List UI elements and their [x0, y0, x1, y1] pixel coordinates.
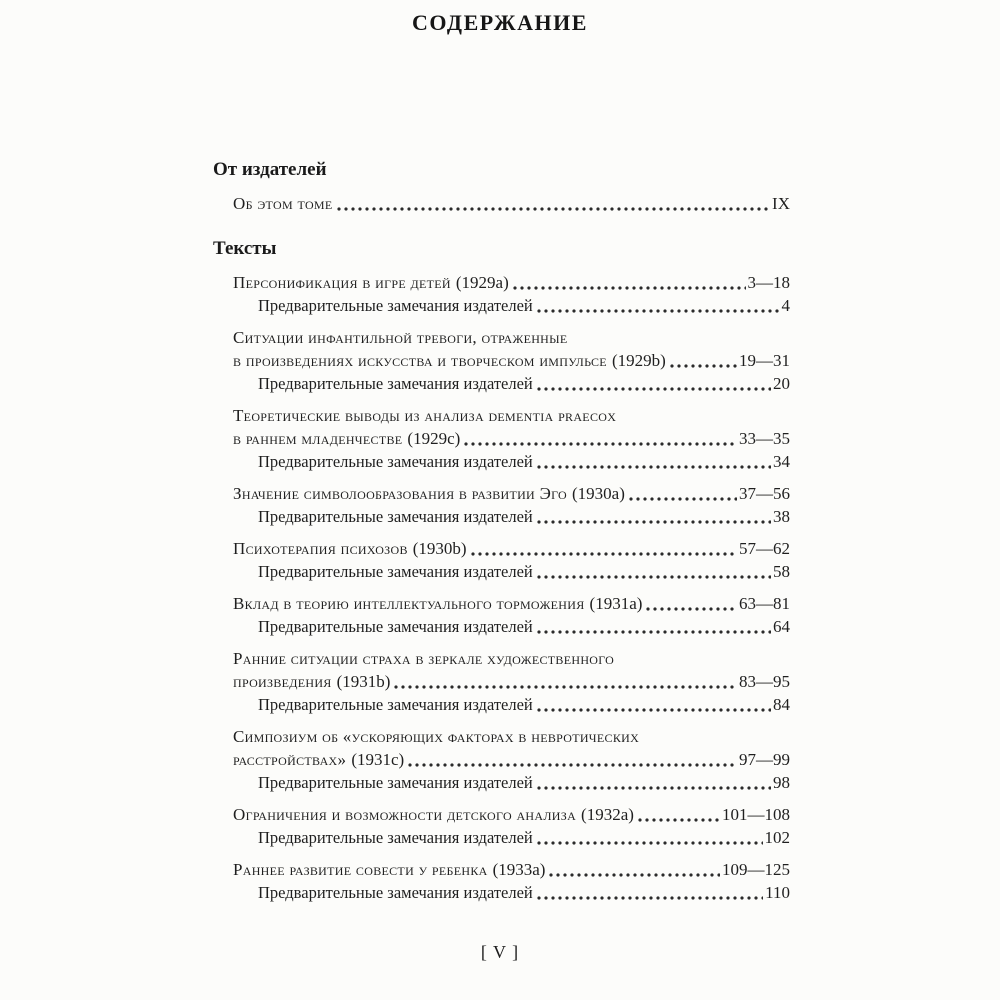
entry-title-text: Теоретические выводы из анализа dementia praecox [233, 406, 617, 425]
note-page-number: 38 [773, 507, 790, 526]
entry-title-row [213, 670, 790, 693]
toc-entry [213, 482, 790, 528]
toc-entries [213, 271, 790, 904]
toc-entry [213, 725, 790, 794]
note-page-number: 4 [781, 296, 790, 315]
entry-title-row [213, 326, 790, 349]
entry-title-row [213, 725, 790, 748]
editor-note-row [213, 615, 790, 638]
entry-year-label: (1931b) [336, 672, 391, 691]
note-page-number: 84 [773, 695, 790, 714]
entry-page-range: 33—35 [739, 429, 790, 448]
page-title: СОДЕРЖАНИЕ [412, 10, 588, 35]
entry-page-range: 101—108 [722, 805, 790, 824]
entry-title-row [213, 803, 790, 826]
note-page-number: 98 [773, 773, 790, 792]
entry-title-text: Психотерапия психозов [233, 539, 408, 558]
editor-note-text: Предварительные замечания издателей [258, 562, 533, 581]
editor-note-text: Предварительные замечания издателей [258, 296, 533, 315]
dot-leader [533, 771, 773, 794]
entry-title-text: Вклад в теорию интеллектуального торможения [233, 594, 585, 613]
editor-note-row [213, 881, 790, 904]
entry-title-text: в раннем младенчестве [233, 429, 403, 448]
editor-note-row [213, 450, 790, 473]
editor-note-row [213, 505, 790, 528]
editor-note-row [213, 294, 790, 317]
entry-page-range: 57—62 [739, 539, 790, 558]
note-page-number: 110 [765, 883, 790, 902]
dot-leader [467, 537, 739, 560]
entry-title-text: Персонификация в игре детей [233, 273, 451, 292]
editor-note-text: Предварительные замечания издателей [258, 452, 533, 471]
entry-page-range: 83—95 [739, 672, 790, 691]
entry-title-row [213, 271, 790, 294]
editor-note-text: Предварительные замечания издателей [258, 374, 533, 393]
dot-leader [666, 349, 739, 372]
dot-leader [533, 826, 765, 849]
toc-entry [213, 592, 790, 638]
dot-leader [460, 427, 739, 450]
entry-page-range: 97—99 [739, 750, 790, 769]
entry-title-row [213, 748, 790, 771]
entry-title-text: Ранние ситуации страха в зеркале художественного [233, 649, 615, 668]
editor-note-row [213, 771, 790, 794]
dot-leader [533, 294, 782, 317]
entry-title-text: Раннее развитие совести у ребенка [233, 860, 488, 879]
footer-page-number: [ V ] [480, 942, 520, 962]
dot-leader [509, 271, 748, 294]
entry-title-row [213, 404, 790, 427]
entry-title-text: расстройствах» [233, 750, 347, 769]
entry-page-range: 37—56 [739, 484, 790, 503]
entry-page-range: 63—81 [739, 594, 790, 613]
toc-entry-text: Об этом томе [233, 194, 333, 213]
dot-leader [533, 615, 773, 638]
dot-leader [533, 450, 773, 473]
entry-year-label: (1929b) [611, 351, 666, 370]
entry-title-text: Значение символообразования в развитии Эго [233, 484, 568, 503]
note-page-number: 102 [764, 828, 790, 847]
dot-leader [533, 693, 773, 716]
entry-page-range: 3—18 [747, 273, 790, 292]
entry-title-row [213, 537, 790, 560]
dot-leader [533, 372, 773, 395]
dot-leader [533, 560, 773, 583]
page-number: IX [772, 194, 790, 213]
entry-title-text: Ситуации инфантильной тревоги, отраженные [233, 328, 568, 347]
table-of-contents [213, 158, 790, 904]
dot-leader [404, 748, 739, 771]
entry-year-label: (1933a) [492, 860, 546, 879]
editor-note-text: Предварительные замечания издателей [258, 883, 533, 902]
toc-entry [213, 326, 790, 395]
toc-entry [213, 537, 790, 583]
entry-page-range: 109—125 [722, 860, 790, 879]
entry-title-row [213, 858, 790, 881]
toc-entry [213, 271, 790, 317]
dot-leader [333, 192, 773, 215]
editor-note-row [213, 693, 790, 716]
entry-year-label: (1931a) [589, 594, 643, 613]
editor-note-text: Предварительные замечания издателей [258, 507, 533, 526]
editor-note-row [213, 826, 790, 849]
editor-note-row [213, 560, 790, 583]
entry-title-text: в произведениях искусства и творческом импульсе [233, 351, 607, 370]
editor-note-text: Предварительные замечания издателей [258, 828, 533, 847]
toc-entry [213, 858, 790, 904]
toc-entry [213, 803, 790, 849]
dot-leader [634, 803, 722, 826]
section-heading-publishers: От издателей [213, 159, 327, 180]
entry-year-label: (1930a) [572, 484, 625, 503]
section-heading-texts: Тексты [213, 238, 277, 259]
toc-row-about-volume [213, 192, 790, 215]
note-page-number: 34 [773, 452, 790, 471]
entry-year-label: (1930b) [412, 539, 467, 558]
entry-page-range: 19—31 [739, 351, 790, 370]
entry-title-text: Симпозиум об «ускоряющих факторах в невротических [233, 727, 640, 746]
note-page-number: 20 [773, 374, 790, 393]
toc-entry [213, 647, 790, 716]
entry-title-text: Ограничения и возможности детского анализа [233, 805, 577, 824]
dot-leader [545, 858, 722, 881]
entry-year-label: (1931c) [351, 750, 405, 769]
editor-note-row [213, 372, 790, 395]
dot-leader [625, 482, 739, 505]
entry-title-text: произведения [233, 672, 332, 691]
dot-leader [390, 670, 739, 693]
toc-entry [213, 404, 790, 473]
editor-note-text: Предварительные замечания издателей [258, 695, 533, 714]
note-page-number: 58 [773, 562, 790, 581]
dot-leader [533, 505, 773, 528]
entry-title-row [213, 427, 790, 450]
dot-leader [533, 881, 765, 904]
entry-title-row [213, 349, 790, 372]
entry-year-label: (1932a) [581, 805, 634, 824]
entry-title-row [213, 647, 790, 670]
entry-title-row [213, 592, 790, 615]
entry-year-label: (1929a) [455, 273, 509, 292]
editor-note-text: Предварительные замечания издателей [258, 773, 533, 792]
entry-title-row [213, 482, 790, 505]
entry-year-label: (1929c) [407, 429, 461, 448]
dot-leader [642, 592, 739, 615]
note-page-number: 64 [773, 617, 790, 636]
editor-note-text: Предварительные замечания издателей [258, 617, 533, 636]
